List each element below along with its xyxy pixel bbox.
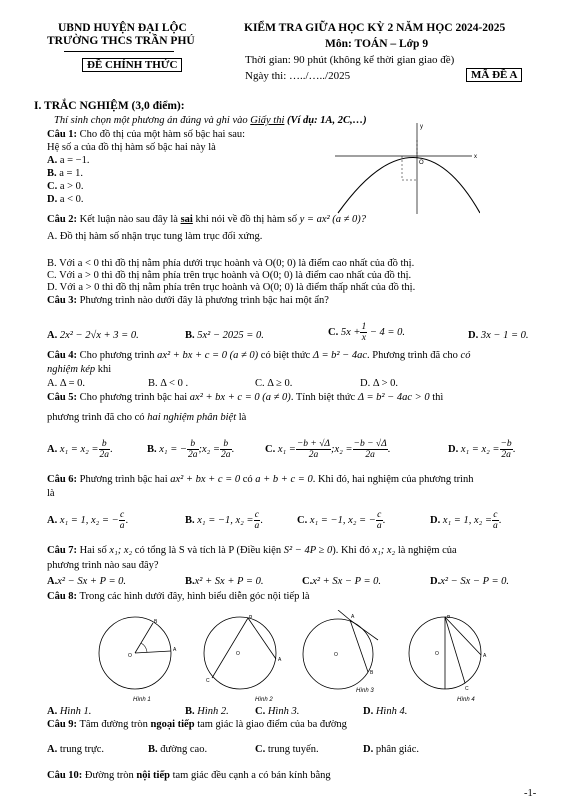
q5-option-a: A. x₁ = x₂ = $\frac{b}{2a}$ . [47, 439, 113, 460]
q2-text: Câu 2: Kết luận nào sau đây là sai khi nói về đồ thị hàm số y = ax² (a ≠ 0)? [47, 214, 367, 225]
figure-3 [298, 610, 388, 705]
svg-text:O: O [128, 653, 132, 659]
page-number: -1- [524, 788, 537, 799]
figure-1 [95, 615, 185, 705]
q4-option-b: B. Δ < 0 . [148, 378, 189, 389]
q1-parabola-graph [330, 120, 480, 216]
q8-text: Câu 8: Trong các hình dưới đây, hình biểu diễn góc nội tiếp là [47, 591, 310, 602]
q1-option-c: C. a > 0. [47, 181, 84, 192]
parabola-curve [338, 158, 480, 214]
q3-option-d: D. 3x − 1 = 0. [468, 330, 529, 341]
figure-4 [405, 615, 495, 705]
q4-text: Câu 4: Cho phương trình ax² + bx + c = 0 (a ≠ 0) có biệt thức Δ = b² − 4ac. Phương trình đã cho có [47, 350, 471, 361]
section-instructions: Thí sinh chọn một phương án đúng và ghi vào Giấy thi (Ví dụ: 1A, 2C,…) [54, 115, 367, 126]
q5-option-b: B. x₁ = − $\frac{b}{2a}$ ;x₂ = $\frac{b}{2a}$ . [147, 439, 235, 460]
graph-origin-label: O [419, 160, 424, 166]
figure-1-label: Hình 1 [133, 697, 151, 703]
q10-text: Câu 10: Đường tròn nội tiếp tam giác đều cạnh a có bán kính bằng [47, 770, 331, 781]
q1-option-a: A. a = −1. [47, 155, 90, 166]
svg-text:B: B [370, 670, 374, 676]
q2-option-d: D. Với a > 0 thì đồ thị nằm phía trên trục hoành và O(0; 0) là điểm thấp nhất của đồ thị. [47, 282, 416, 293]
q2-option-c: C. Với a > 0 thì đồ thị nằm phía trên trục hoành và O(0; 0) là điểm cao nhất của đồ thị. [47, 270, 412, 281]
section-title: I. TRẮC NGHIỆM (3,0 điểm): [34, 100, 185, 112]
q3-option-a: A. 2x² − 2√x + 3 = 0. [47, 330, 139, 341]
q1-text2: Hệ số a của đồ thị hàm số bậc hai này là [47, 142, 216, 153]
q4-option-a: A. Δ = 0. [47, 378, 86, 389]
q3-option-c: C. 5x + $\frac{1}{x}$ − 4 = 0. [328, 322, 406, 343]
q7-option-b: B.x² + Sx + P = 0. [185, 576, 264, 587]
q8-option-a: A. Hình 1. [47, 706, 92, 717]
q9-text: Câu 9: Tâm đường tròn ngoại tiếp tam giác là giao điểm của ba đường [47, 719, 347, 730]
q2-option-a: A. Đồ thị hàm số nhận trục tung làm trục đối xứng. [47, 231, 263, 242]
graph-x-label: x [474, 154, 477, 160]
svg-text:B: B [447, 615, 451, 620]
svg-text:O: O [334, 652, 338, 658]
svg-text:B: B [249, 615, 253, 620]
q2-option-b: B. Với a < 0 thì đồ thị nằm phía dưới trục hoành và O(0; 0) là điểm cao nhất của đồ thị. [47, 258, 415, 269]
q9-option-c: C. trung tuyến. [255, 744, 319, 755]
q8-option-b: B. Hình 2. [185, 706, 229, 717]
svg-text:A: A [351, 614, 355, 620]
header-divider [64, 51, 174, 52]
q7-option-c: C.x² + Sx − P = 0. [302, 576, 382, 587]
figure-2-label: Hình 2 [255, 697, 273, 703]
exam-code: MÃ ĐỀ A [466, 68, 522, 82]
q4-option-c: C. Δ ≥ 0. [255, 378, 293, 389]
q6-option-d: D. x₁ = 1, x₂ = $\frac{c}{a}$ . [430, 510, 502, 531]
q7-text2: phương trình nào sau đây? [47, 560, 159, 571]
svg-text:O: O [435, 651, 439, 657]
org-name-2: TRƯỜNG THCS TRẦN PHÚ [47, 35, 195, 47]
q9-option-a: A. trung trực. [47, 744, 105, 755]
svg-text:C: C [206, 678, 210, 684]
exam-title: KIỂM TRA GIỮA HỌC KỲ 2 NĂM HỌC 2024-2025 [244, 22, 506, 34]
q7-option-d: D.x² − Sx − P = 0. [430, 576, 510, 587]
q8-option-d: D. Hình 4. [363, 706, 408, 717]
q4-option-d: D. Δ > 0. [360, 378, 399, 389]
q1-option-b: B. a = 1. [47, 168, 83, 179]
figure-3-label: Hình 3 [356, 688, 374, 694]
time-info: Thời gian: 90 phút (không kể thời gian giao đề) [245, 54, 455, 66]
q8-option-c: C. Hình 3. [255, 706, 300, 717]
q9-option-b: B. đường cao. [148, 744, 208, 755]
svg-text:B: B [154, 619, 158, 625]
q6-option-a: A. x₁ = 1, x₂ = − $\frac{c}{a}$ . [47, 510, 129, 531]
q3-text: Câu 3: Phương trình nào dưới đây là phương trình bậc hai một ẩn? [47, 295, 329, 306]
q6-option-c: C. x₁ = −1, x₂ = − $\frac{c}{a}$ . [297, 510, 386, 531]
official-label: ĐỀ CHÍNH THỨC [82, 58, 182, 72]
q7-option-a: A.x² − Sx + P = 0. [47, 576, 127, 587]
svg-text:A: A [278, 657, 282, 663]
svg-text:C: C [465, 686, 469, 692]
svg-text:O: O [236, 651, 240, 657]
q3-option-b: B. 5x² − 2025 = 0. [185, 330, 264, 341]
svg-text:A: A [483, 653, 487, 659]
q6-option-b: B. x₁ = −1, x₂ = $\frac{c}{a}$ . [185, 510, 263, 531]
org-name-1: UBND HUYỆN ĐẠI LỘC [58, 22, 187, 34]
q7-text: Câu 7: Hai số x₁; x₂ có tổng là S và tích là P (Điều kiện S² − 4P ≥ 0). Khi đó x₁; x₂ là nghiệm của [47, 545, 457, 556]
q5-option-d: D. x₁ = x₂ = $\frac{-b}{2a}$ . [448, 439, 516, 460]
figure-4-label: Hình 4 [457, 697, 475, 703]
graph-y-label: y [420, 124, 423, 130]
q9-option-d: D. phân giác. [363, 744, 419, 755]
q5-option-c: C. x₁ = $\frac{-b + √\Delta}{2a}$ ;x₂ = $\frac{-b - √\Delta}{2a}$ . [265, 439, 391, 460]
q1-text: Câu 1: Cho đồ thị của một hàm số bậc hai sau: [47, 129, 246, 140]
q4-text2: nghiệm kép khi [47, 364, 112, 375]
q6-text: Câu 6: Phương trình bậc hai ax² + bx + c = 0 có a + b + c = 0. Khi đó, hai nghiệm của phương trình [47, 474, 474, 485]
q1-option-d: D. a < 0. [47, 194, 84, 205]
q5-text2: phương trình đã cho có hai nghiệm phân biệt là [47, 412, 247, 423]
q5-text: Câu 5: Cho phương trình bậc hai ax² + bx + c = 0 (a ≠ 0). Tính biệt thức Δ = b² − 4ac > 0 thì [47, 392, 444, 403]
figure-2 [200, 615, 290, 705]
svg-text:A: A [173, 647, 177, 653]
subject: Môn: TOÁN – Lớp 9 [325, 38, 429, 50]
exam-date: Ngày thi: …../…../2025 [245, 70, 351, 82]
q6-text2: là [47, 488, 55, 499]
